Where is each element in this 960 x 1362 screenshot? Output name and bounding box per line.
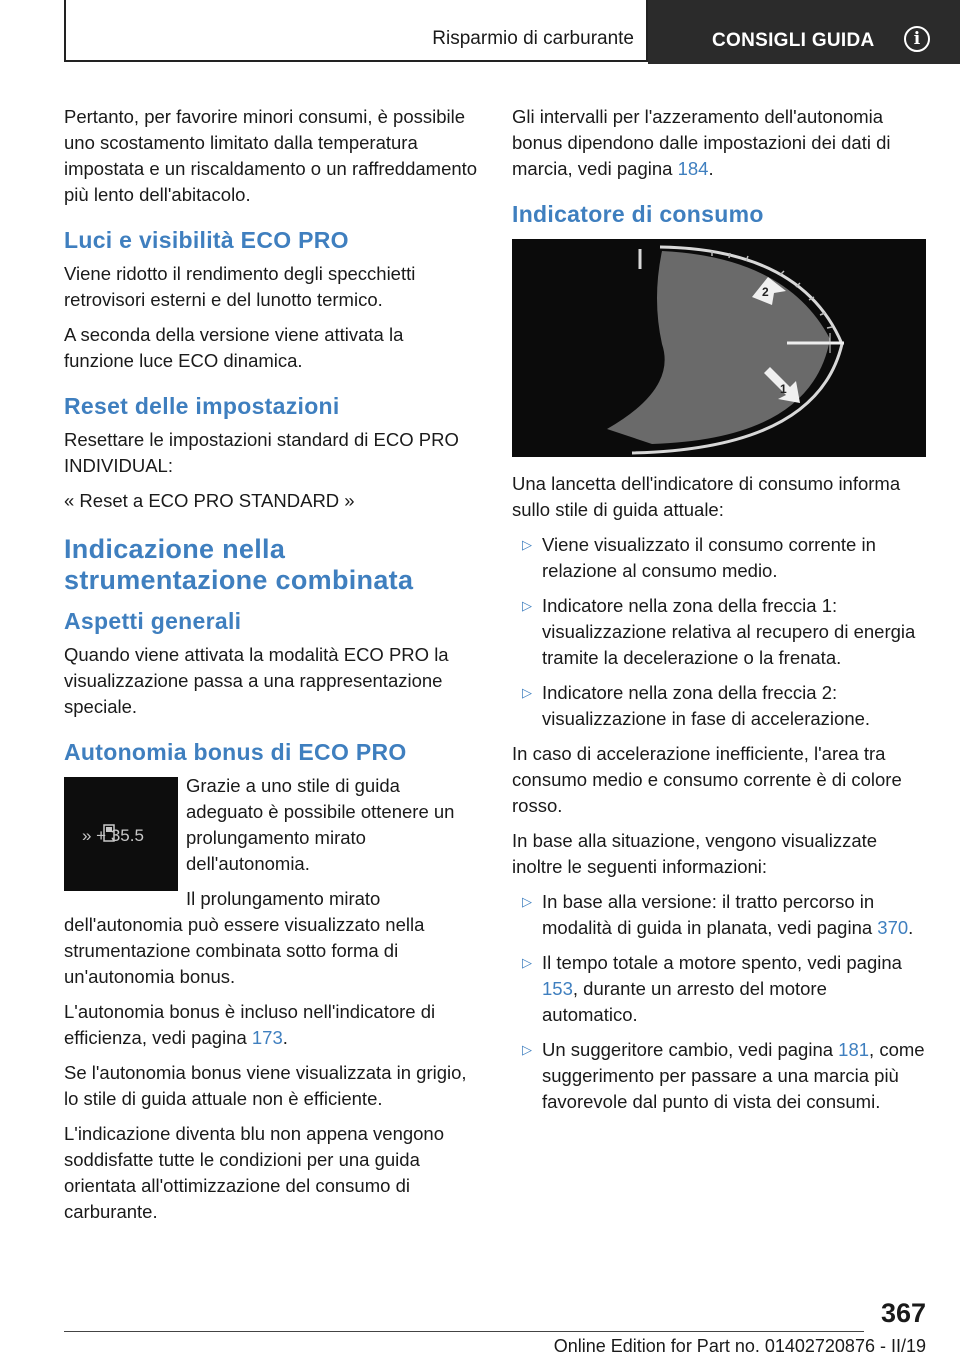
paragraph: Grazie a uno stile di guida adeguato è possibile ottenere un prolungamento mirato dell'autonomia. — [186, 775, 455, 874]
heading-autonomia: Autonomia bonus di ECO PRO — [64, 739, 407, 765]
list-item: ▷ Viene visualizzato il consumo corrente in relazione al consumo medio. — [522, 534, 876, 581]
chapter-title: CONSIGLI GUIDA — [712, 30, 875, 51]
paragraph: Quando viene attivata la modalità ECO PRO la visualizzazione passa a una rappresentazione speciale. — [64, 644, 449, 717]
triangle-bullet-icon: ▷ — [522, 537, 532, 552]
page-link[interactable]: 181 — [838, 1039, 870, 1060]
edition-note: Online Edition for Part no. 01402720876 - II/19 — [553, 1336, 926, 1356]
page-link[interactable]: 173 — [251, 1027, 283, 1048]
heading-luci: Luci e visibilità ECO PRO — [64, 227, 349, 253]
list-item: ▷ Il tempo totale a motore spento, vedi pagina 153, durante un arresto del motore automatico. — [522, 952, 902, 1025]
list-item: ▷ Indicatore nella zona della freccia 1: visualizzazione relativa al recupero di energia tramite la decelerazione o la frenata. — [522, 595, 916, 668]
arrow-2-label: 2 — [762, 285, 769, 299]
section-title: Risparmio di carburante — [432, 28, 634, 49]
intro-paragraph: Pertanto, per favorire minori consumi, è possibile uno scostamento limitato dalla temperatura impostata e un riscaldamento o un raffreddamento più lento dell'abitacolo. — [64, 106, 478, 205]
info-icon: i — [904, 26, 930, 52]
page-number: 367 — [880, 1298, 926, 1328]
list-item: ▷ Un suggeritore cambio, vedi pagina 181, come suggerimento per passare a una marcia più favorevole dal punto di vista dei consumi. — [522, 1039, 925, 1112]
paragraph: Una lancetta dell'indicatore di consumo informa sullo stile di guida attuale: — [512, 473, 901, 520]
paragraph: In base alla situazione, vengono visualizzate inoltre le seguenti informazioni: — [512, 830, 878, 877]
arrow-1-label: 1 — [780, 382, 787, 396]
bullet-list — [512, 532, 926, 732]
triangle-bullet-icon: ▷ — [522, 598, 532, 613]
triangle-bullet-icon: ▷ — [522, 685, 532, 700]
paragraph: Viene ridotto il rendimento degli specchietti retrovisori esterni e del lunotto termico. — [64, 263, 416, 310]
heading-indicazione: Indicazione nella strumentazione combinata — [64, 534, 414, 595]
paragraph: « Reset a ECO PRO STANDARD » — [64, 490, 355, 511]
right-column — [512, 104, 926, 1124]
page-link[interactable]: 184 — [677, 158, 709, 179]
chapter-tab — [648, 0, 960, 64]
page-header — [64, 0, 960, 64]
paragraph: In caso di accelerazione inefficiente, l'area tra consumo medio e consumo corrente è di colore rosso. — [512, 743, 902, 816]
paragraph: L'autonomia bonus è incluso nell'indicatore di efficienza, vedi pagina 173. — [64, 1001, 436, 1048]
page-link[interactable]: 153 — [542, 978, 573, 999]
bonus-range-value: » + 35.5 — [82, 826, 144, 845]
triangle-bullet-icon: ▷ — [522, 955, 532, 970]
consumption-gauge-image — [512, 239, 926, 457]
heading-aspetti: Aspetti generali — [64, 608, 242, 634]
paragraph: L'indicazione diventa blu non appena vengono soddisfatte tutte le condizioni per una guida orientata all'ottimizzazione del consumo di carburante. — [64, 1123, 445, 1222]
paragraph: Gli intervalli per l'azzeramento dell'autonomia bonus dipendono dalle impostazioni dei dati di marcia, vedi pagina 184. — [512, 106, 891, 179]
heading-indicatore: Indicatore di consumo — [512, 201, 764, 227]
section-tab — [64, 0, 648, 62]
paragraph: Se l'autonomia bonus viene visualizzata in grigio, lo stile di guida attuale non è efficiente. — [64, 1062, 467, 1109]
page-link[interactable]: 370 — [877, 917, 909, 938]
footer-divider — [64, 1331, 864, 1332]
bullet-list — [512, 889, 926, 1115]
triangle-bullet-icon: ▷ — [522, 1042, 532, 1057]
paragraph: Il prolungamento mirato dell'autonomia può essere visualizzato nella strumentazione combinata sotto forma di un'autonomia bonus. — [64, 888, 425, 987]
list-item: ▷ In base alla versione: il tratto percorso in modalità di guida in planata, vedi pagina 370. — [522, 891, 914, 938]
paragraph: A seconda della versione viene attivata la funzione luce ECO dinamica. — [64, 324, 404, 371]
bonus-range-display-image — [64, 777, 178, 891]
triangle-bullet-icon: ▷ — [522, 894, 532, 909]
heading-reset: Reset delle impostazioni — [64, 393, 340, 419]
list-item: ▷ Indicatore nella zona della freccia 2: visualizzazione in fase di accelerazione. — [522, 682, 871, 729]
left-column — [64, 104, 478, 1234]
paragraph: Resettare le impostazioni standard di ECO PRO INDIVIDUAL: — [64, 429, 459, 476]
